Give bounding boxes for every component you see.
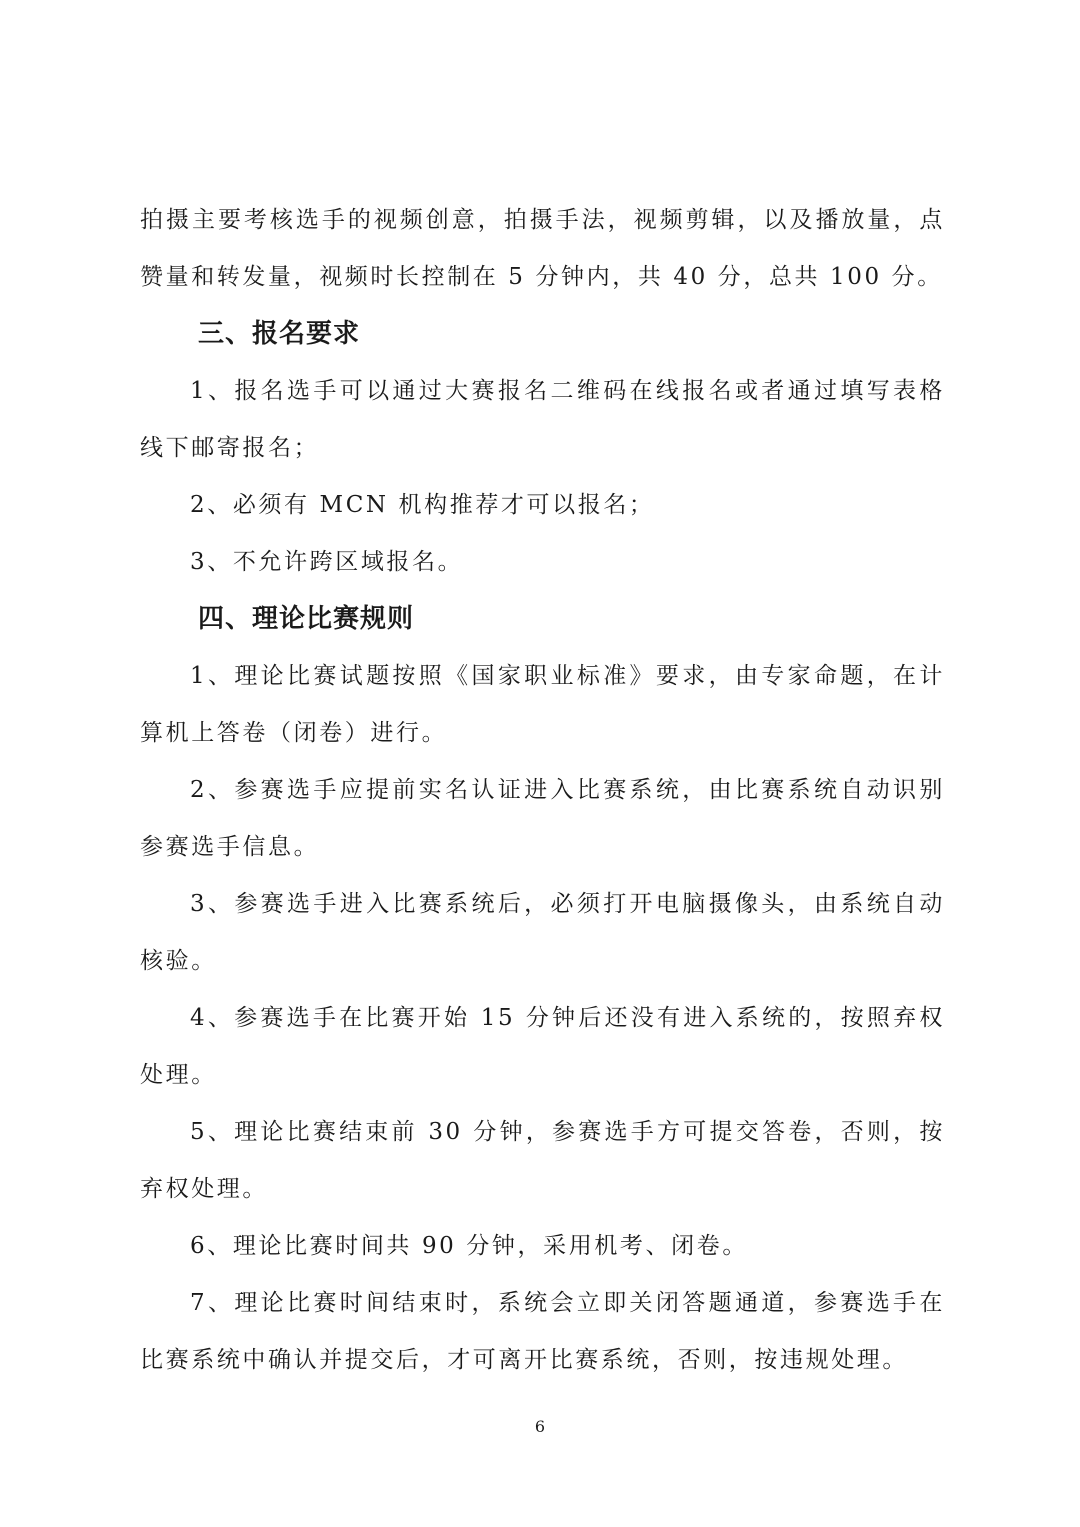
theory-rule-1: 1、理论比赛试题按照《国家职业标准》要求，由专家命题，在计算机上答卷（闭卷）进行。: [140, 663, 945, 746]
paragraph-shooting-criteria: 拍摄主要考核选手的视频创意，拍摄手法，视频剪辑，以及播放量，点赞量和转发量，视频时长控制在 5 分钟内，共 40 分，总共 100 分。: [140, 207, 945, 290]
registration-item-2: 2、必须有 MCN 机构推荐才可以报名；: [190, 492, 655, 518]
theory-rule-7: 7、理论比赛时间结束时，系统会立即关闭答题通道，参赛选手在比赛系统中确认并提交后，才可离开比赛系统，否则，按违规处理。: [140, 1290, 945, 1373]
document-body: [140, 192, 945, 1389]
registration-item-3: 3、不允许跨区域报名。: [190, 549, 464, 575]
registration-item-1: 1、报名选手可以通过大赛报名二维码在线报名或者通过填写表格线下邮寄报名；: [140, 378, 945, 461]
theory-rule-4: 4、参赛选手在比赛开始 15 分钟后还没有进入系统的，按照弃权处理。: [140, 1005, 945, 1088]
page-number: 6: [534, 1417, 546, 1436]
theory-rule-2: 2、参赛选手应提前实名认证进入比赛系统，由比赛系统自动识别参赛选手信息。: [140, 777, 945, 860]
section-heading-registration: 三、报名要求: [198, 319, 361, 349]
theory-rule-3: 3、参赛选手进入比赛系统后，必须打开电脑摄像头，由系统自动核验。: [140, 891, 945, 974]
theory-rule-6: 6、理论比赛时间共 90 分钟，采用机考、闭卷。: [190, 1233, 748, 1259]
section-heading-theory-rules: 四、理论比赛规则: [198, 604, 415, 634]
theory-rule-5: 5、理论比赛结束前 30 分钟，参赛选手方可提交答卷，否则，按弃权处理。: [140, 1119, 945, 1202]
